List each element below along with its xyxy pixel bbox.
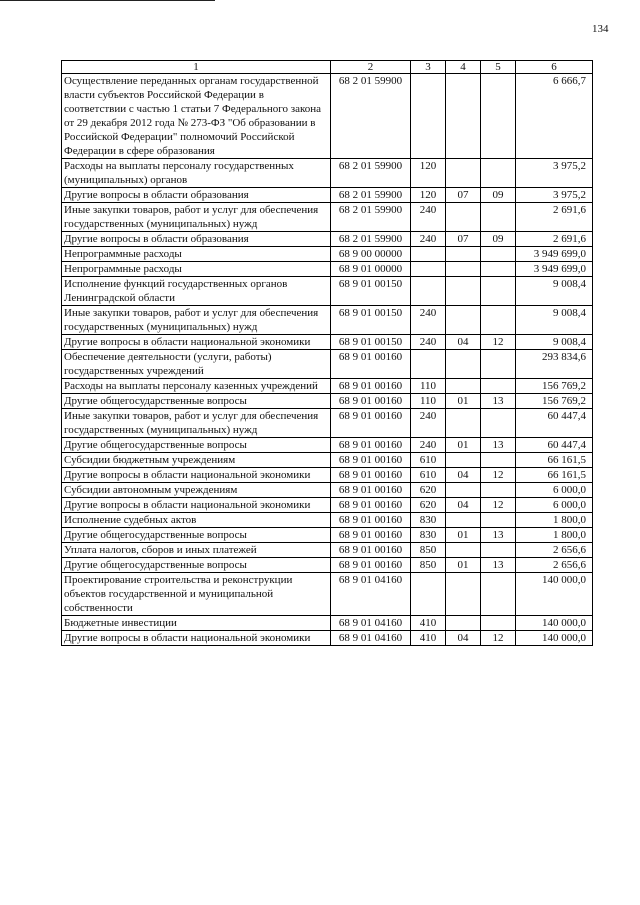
row-target-article: 68 9 01 00160 [331, 394, 411, 409]
row-amount: 2 656,6 [516, 558, 593, 573]
table-row [62, 573, 593, 616]
row-section [446, 262, 481, 277]
row-name: Непрограммные расходы [62, 247, 331, 262]
row-section: 01 [446, 394, 481, 409]
row-expense-type: 240 [411, 438, 446, 453]
row-amount: 156 769,2 [516, 379, 593, 394]
table-row [62, 558, 593, 573]
row-name: Проектирование строительства и реконструкции объектов государственной и муниципальной собственности [62, 573, 331, 616]
row-name: Бюджетные инвестиции [62, 616, 331, 631]
row-section [446, 277, 481, 306]
row-name: Расходы на выплаты персоналу казенных учреждений [62, 379, 331, 394]
table-row [62, 350, 593, 379]
table-row [62, 409, 593, 438]
row-name: Обеспечение деятельности (услуги, работы) государственных учреждений [62, 350, 331, 379]
table-row [62, 188, 593, 203]
table-row [62, 335, 593, 350]
row-target-article: 68 2 01 59900 [331, 203, 411, 232]
row-expense-type: 830 [411, 513, 446, 528]
header-col-4: 4 [446, 61, 481, 74]
row-target-article: 68 9 01 00150 [331, 335, 411, 350]
row-target-article: 68 9 01 00160 [331, 453, 411, 468]
row-subsection [481, 74, 516, 159]
row-amount: 293 834,6 [516, 350, 593, 379]
row-section: 01 [446, 528, 481, 543]
row-subsection [481, 262, 516, 277]
row-name: Другие общегосударственные вопросы [62, 528, 331, 543]
row-section: 04 [446, 631, 481, 646]
row-amount: 6 666,7 [516, 74, 593, 159]
header-col-1: 1 [62, 61, 331, 74]
row-expense-type: 240 [411, 409, 446, 438]
row-expense-type [411, 350, 446, 379]
row-section [446, 350, 481, 379]
row-name: Другие вопросы в области национальной экономики [62, 498, 331, 513]
row-subsection: 13 [481, 558, 516, 573]
row-target-article: 68 9 01 00150 [331, 277, 411, 306]
row-section [446, 247, 481, 262]
row-subsection [481, 573, 516, 616]
row-expense-type: 240 [411, 306, 446, 335]
row-amount: 140 000,0 [516, 573, 593, 616]
row-target-article: 68 2 01 59900 [331, 159, 411, 188]
row-expense-type [411, 277, 446, 306]
row-amount: 9 008,4 [516, 335, 593, 350]
row-name: Другие вопросы в области образования [62, 188, 331, 203]
row-expense-type [411, 573, 446, 616]
header-col-3: 3 [411, 61, 446, 74]
table-row [62, 277, 593, 306]
row-expense-type [411, 262, 446, 277]
row-section [446, 483, 481, 498]
row-name: Иные закупки товаров, работ и услуг для обеспечения государственных (муниципальных) нужд [62, 203, 331, 232]
table-row [62, 543, 593, 558]
budget-table [61, 60, 593, 646]
row-amount: 3 949 699,0 [516, 262, 593, 277]
row-target-article: 68 2 01 59900 [331, 74, 411, 159]
row-expense-type: 120 [411, 159, 446, 188]
row-subsection [481, 306, 516, 335]
row-amount: 9 008,4 [516, 306, 593, 335]
row-expense-type: 830 [411, 528, 446, 543]
row-section [446, 616, 481, 631]
row-amount: 3 975,2 [516, 188, 593, 203]
row-subsection [481, 159, 516, 188]
row-expense-type [411, 247, 446, 262]
row-subsection [481, 350, 516, 379]
row-subsection: 09 [481, 232, 516, 247]
row-section [446, 513, 481, 528]
row-amount: 3 975,2 [516, 159, 593, 188]
row-amount: 2 656,6 [516, 543, 593, 558]
row-name: Субсидии бюджетным учреждениям [62, 453, 331, 468]
table-row [62, 513, 593, 528]
row-name: Субсидии автономным учреждениям [62, 483, 331, 498]
row-amount: 9 008,4 [516, 277, 593, 306]
table-row [62, 483, 593, 498]
page-number: 134 [592, 23, 609, 35]
row-amount: 3 949 699,0 [516, 247, 593, 262]
row-subsection [481, 409, 516, 438]
row-expense-type: 610 [411, 468, 446, 483]
row-expense-type: 410 [411, 616, 446, 631]
row-expense-type: 240 [411, 203, 446, 232]
row-target-article: 68 2 01 59900 [331, 188, 411, 203]
table-row [62, 438, 593, 453]
row-target-article: 68 9 01 00160 [331, 498, 411, 513]
row-section: 07 [446, 188, 481, 203]
row-target-article: 68 9 01 00160 [331, 438, 411, 453]
row-target-article: 68 9 01 00150 [331, 306, 411, 335]
row-target-article: 68 9 01 00160 [331, 409, 411, 438]
row-target-article: 68 9 01 00160 [331, 483, 411, 498]
row-target-article: 68 9 01 00160 [331, 350, 411, 379]
row-subsection: 13 [481, 528, 516, 543]
table-row [62, 262, 593, 277]
row-target-article: 68 9 01 04160 [331, 631, 411, 646]
row-expense-type: 620 [411, 498, 446, 513]
row-subsection: 12 [481, 631, 516, 646]
row-name: Осуществление переданных органам государственной власти субъектов Российской Федерации в соответствии с частью 1 статьи 7 Федерального закона от 29 декабря 2012 года № 273-ФЗ "Об образовании в Российской Федерации" полномочий Российской Федерации в сфере образования [62, 74, 331, 159]
row-amount: 60 447,4 [516, 409, 593, 438]
row-section: 04 [446, 335, 481, 350]
row-section [446, 409, 481, 438]
row-amount: 2 691,6 [516, 203, 593, 232]
row-subsection: 09 [481, 188, 516, 203]
table-row [62, 379, 593, 394]
row-target-article: 68 9 01 00160 [331, 468, 411, 483]
row-name: Другие вопросы в области национальной экономики [62, 468, 331, 483]
row-target-article: 68 9 01 00160 [331, 379, 411, 394]
row-subsection: 13 [481, 438, 516, 453]
row-subsection [481, 453, 516, 468]
table-row [62, 616, 593, 631]
row-target-article: 68 9 01 04160 [331, 573, 411, 616]
row-expense-type: 110 [411, 394, 446, 409]
row-section [446, 306, 481, 335]
row-section [446, 573, 481, 616]
row-section [446, 543, 481, 558]
row-expense-type [411, 74, 446, 159]
row-name: Исполнение функций государственных органов Ленинградской области [62, 277, 331, 306]
row-target-article: 68 9 01 00160 [331, 513, 411, 528]
header-col-6: 6 [516, 61, 593, 74]
table-row [62, 306, 593, 335]
row-section: 07 [446, 232, 481, 247]
row-name: Другие общегосударственные вопросы [62, 394, 331, 409]
row-name: Непрограммные расходы [62, 262, 331, 277]
row-target-article: 68 9 01 00160 [331, 543, 411, 558]
table-row [62, 394, 593, 409]
row-expense-type: 410 [411, 631, 446, 646]
row-name: Иные закупки товаров, работ и услуг для обеспечения государственных (муниципальных) нужд [62, 306, 331, 335]
row-target-article: 68 9 00 00000 [331, 247, 411, 262]
row-amount: 60 447,4 [516, 438, 593, 453]
row-subsection: 13 [481, 394, 516, 409]
row-amount: 2 691,6 [516, 232, 593, 247]
row-amount: 140 000,0 [516, 616, 593, 631]
row-expense-type: 620 [411, 483, 446, 498]
header-col-2: 2 [331, 61, 411, 74]
row-expense-type: 120 [411, 188, 446, 203]
row-target-article: 68 9 01 00000 [331, 262, 411, 277]
row-subsection: 12 [481, 468, 516, 483]
row-name: Другие вопросы в области образования [62, 232, 331, 247]
row-expense-type: 240 [411, 335, 446, 350]
row-expense-type: 850 [411, 558, 446, 573]
row-target-article: 68 9 01 04160 [331, 616, 411, 631]
row-name: Расходы на выплаты персоналу государственных (муниципальных) органов [62, 159, 331, 188]
row-target-article: 68 2 01 59900 [331, 232, 411, 247]
table-row [62, 74, 593, 159]
table-row [62, 247, 593, 262]
row-amount: 6 000,0 [516, 483, 593, 498]
row-expense-type: 240 [411, 232, 446, 247]
row-amount: 66 161,5 [516, 453, 593, 468]
row-name: Другие вопросы в области национальной экономики [62, 631, 331, 646]
row-subsection: 12 [481, 335, 516, 350]
row-section [446, 203, 481, 232]
row-subsection [481, 277, 516, 306]
row-section: 01 [446, 558, 481, 573]
row-subsection [481, 543, 516, 558]
row-amount: 66 161,5 [516, 468, 593, 483]
row-amount: 1 800,0 [516, 513, 593, 528]
table-row [62, 528, 593, 543]
row-section [446, 379, 481, 394]
row-section [446, 159, 481, 188]
row-amount: 140 000,0 [516, 631, 593, 646]
table-row [62, 232, 593, 247]
row-target-article: 68 9 01 00160 [331, 528, 411, 543]
header-row [62, 61, 593, 74]
row-expense-type: 850 [411, 543, 446, 558]
row-amount: 1 800,0 [516, 528, 593, 543]
row-expense-type: 610 [411, 453, 446, 468]
row-section [446, 453, 481, 468]
table-row [62, 468, 593, 483]
row-subsection [481, 203, 516, 232]
row-subsection [481, 247, 516, 262]
row-subsection [481, 616, 516, 631]
table-row [62, 159, 593, 188]
row-name: Исполнение судебных актов [62, 513, 331, 528]
row-target-article: 68 9 01 00160 [331, 558, 411, 573]
row-section: 04 [446, 498, 481, 513]
row-name: Иные закупки товаров, работ и услуг для обеспечения государственных (муниципальных) нужд [62, 409, 331, 438]
top-rule [0, 0, 215, 1]
table-row [62, 631, 593, 646]
row-section: 04 [446, 468, 481, 483]
row-amount: 6 000,0 [516, 498, 593, 513]
row-name: Другие общегосударственные вопросы [62, 558, 331, 573]
header-col-5: 5 [481, 61, 516, 74]
row-subsection [481, 513, 516, 528]
table-row [62, 203, 593, 232]
row-name: Другие общегосударственные вопросы [62, 438, 331, 453]
table-row [62, 498, 593, 513]
row-section [446, 74, 481, 159]
table-row [62, 453, 593, 468]
row-name: Другие вопросы в области национальной экономики [62, 335, 331, 350]
row-subsection: 12 [481, 498, 516, 513]
row-section: 01 [446, 438, 481, 453]
row-amount: 156 769,2 [516, 394, 593, 409]
row-name: Уплата налогов, сборов и иных платежей [62, 543, 331, 558]
row-subsection [481, 379, 516, 394]
row-expense-type: 110 [411, 379, 446, 394]
row-subsection [481, 483, 516, 498]
